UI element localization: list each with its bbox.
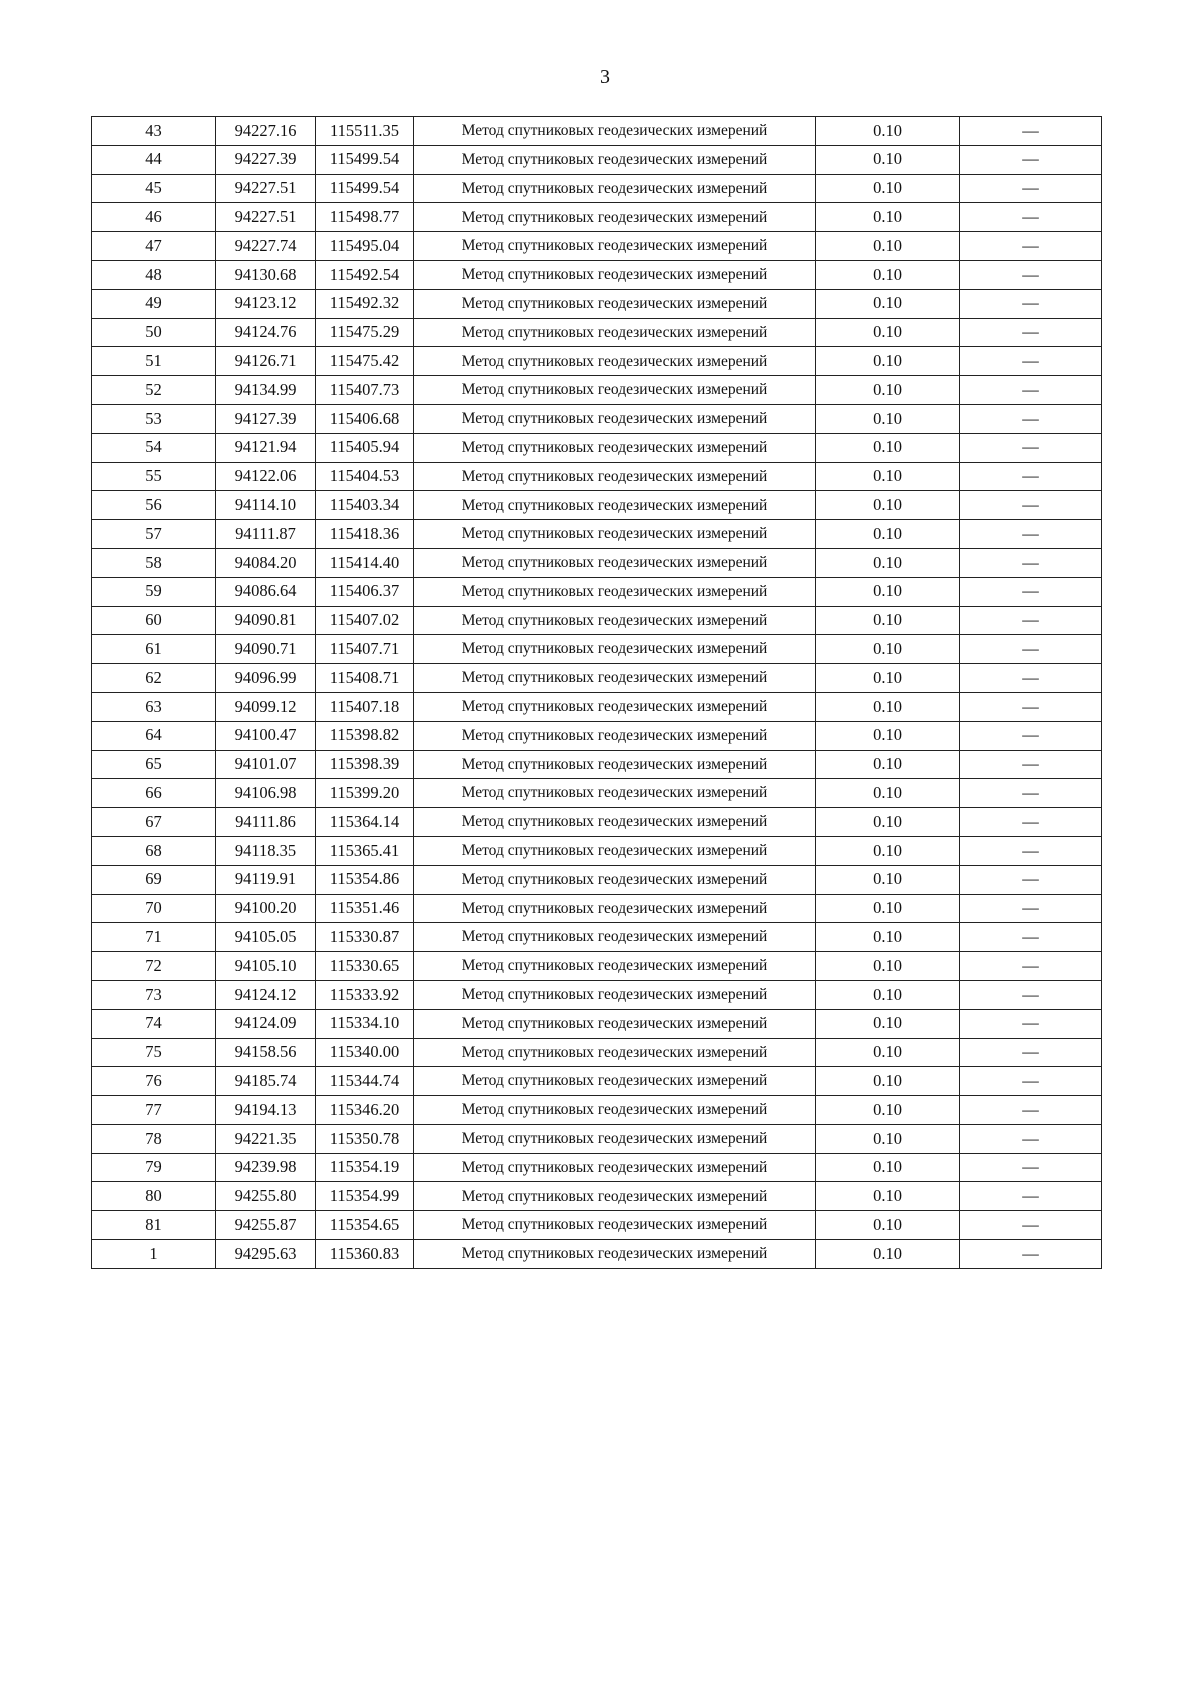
method-cell: Метод спутниковых геодезических измерений (414, 577, 816, 606)
method-cell: Метод спутниковых геодезических измерений (414, 750, 816, 779)
accuracy-cell: 0.10 (816, 808, 960, 837)
method-cell: Метод спутниковых геодезических измерений (414, 289, 816, 318)
note-cell: — (960, 548, 1102, 577)
accuracy-cell: 0.10 (816, 1182, 960, 1211)
point-number-cell: 56 (92, 491, 216, 520)
y-coordinate-cell: 115398.39 (316, 750, 414, 779)
accuracy-cell: 0.10 (816, 1096, 960, 1125)
y-coordinate-cell: 115406.37 (316, 577, 414, 606)
note-cell: — (960, 865, 1102, 894)
method-cell: Метод спутниковых геодезических измерений (414, 923, 816, 952)
point-number-cell: 74 (92, 1009, 216, 1038)
table-row (92, 1211, 1102, 1240)
method-cell: Метод спутниковых геодезических измерений (414, 174, 816, 203)
method-cell: Метод спутниковых геодезических измерений (414, 894, 816, 923)
accuracy-cell: 0.10 (816, 1211, 960, 1240)
point-number-cell: 64 (92, 721, 216, 750)
y-coordinate-cell: 115475.42 (316, 347, 414, 376)
x-coordinate-cell: 94239.98 (216, 1153, 316, 1182)
accuracy-cell: 0.10 (816, 404, 960, 433)
accuracy-cell: 0.10 (816, 865, 960, 894)
x-coordinate-cell: 94123.12 (216, 289, 316, 318)
y-coordinate-cell: 115340.00 (316, 1038, 414, 1067)
y-coordinate-cell: 115414.40 (316, 548, 414, 577)
y-coordinate-cell: 115475.29 (316, 318, 414, 347)
accuracy-cell: 0.10 (816, 1124, 960, 1153)
y-coordinate-cell: 115499.54 (316, 174, 414, 203)
method-cell: Метод спутниковых геодезических измерений (414, 1067, 816, 1096)
accuracy-cell: 0.10 (816, 1038, 960, 1067)
note-cell: — (960, 347, 1102, 376)
method-cell: Метод спутниковых геодезических измерений (414, 1182, 816, 1211)
y-coordinate-cell: 115498.77 (316, 203, 414, 232)
note-cell: — (960, 232, 1102, 261)
point-number-cell: 70 (92, 894, 216, 923)
accuracy-cell: 0.10 (816, 923, 960, 952)
table-row (92, 491, 1102, 520)
point-number-cell: 53 (92, 404, 216, 433)
note-cell: — (960, 289, 1102, 318)
point-number-cell: 1 (92, 1240, 216, 1269)
point-number-cell: 44 (92, 145, 216, 174)
note-cell: — (960, 117, 1102, 146)
x-coordinate-cell: 94227.39 (216, 145, 316, 174)
point-number-cell: 51 (92, 347, 216, 376)
accuracy-cell: 0.10 (816, 462, 960, 491)
method-cell: Метод спутниковых геодезических измерений (414, 260, 816, 289)
note-cell: — (960, 779, 1102, 808)
point-number-cell: 45 (92, 174, 216, 203)
table-row (92, 548, 1102, 577)
note-cell: — (960, 1240, 1102, 1269)
x-coordinate-cell: 94255.80 (216, 1182, 316, 1211)
y-coordinate-cell: 115330.65 (316, 952, 414, 981)
x-coordinate-cell: 94227.51 (216, 203, 316, 232)
point-number-cell: 61 (92, 635, 216, 664)
accuracy-cell: 0.10 (816, 318, 960, 347)
method-cell: Метод спутниковых геодезических измерений (414, 1153, 816, 1182)
method-cell: Метод спутниковых геодезических измерений (414, 404, 816, 433)
x-coordinate-cell: 94227.74 (216, 232, 316, 261)
note-cell: — (960, 404, 1102, 433)
x-coordinate-cell: 94106.98 (216, 779, 316, 808)
table-row (92, 664, 1102, 693)
table-row (92, 1124, 1102, 1153)
y-coordinate-cell: 115405.94 (316, 433, 414, 462)
point-number-cell: 49 (92, 289, 216, 318)
note-cell: — (960, 462, 1102, 491)
note-cell: — (960, 750, 1102, 779)
accuracy-cell: 0.10 (816, 260, 960, 289)
point-number-cell: 71 (92, 923, 216, 952)
table-row (92, 894, 1102, 923)
accuracy-cell: 0.10 (816, 117, 960, 146)
note-cell: — (960, 894, 1102, 923)
y-coordinate-cell: 115333.92 (316, 980, 414, 1009)
note-cell: — (960, 1038, 1102, 1067)
x-coordinate-cell: 94090.71 (216, 635, 316, 664)
x-coordinate-cell: 94084.20 (216, 548, 316, 577)
coordinates-table-body (92, 117, 1102, 1269)
point-number-cell: 72 (92, 952, 216, 981)
table-row (92, 692, 1102, 721)
point-number-cell: 59 (92, 577, 216, 606)
method-cell: Метод спутниковых геодезических измерений (414, 145, 816, 174)
note-cell: — (960, 1153, 1102, 1182)
accuracy-cell: 0.10 (816, 347, 960, 376)
x-coordinate-cell: 94221.35 (216, 1124, 316, 1153)
point-number-cell: 55 (92, 462, 216, 491)
table-row (92, 1038, 1102, 1067)
y-coordinate-cell: 115499.54 (316, 145, 414, 174)
accuracy-cell: 0.10 (816, 1240, 960, 1269)
accuracy-cell: 0.10 (816, 203, 960, 232)
point-number-cell: 50 (92, 318, 216, 347)
note-cell: — (960, 606, 1102, 635)
y-coordinate-cell: 115492.32 (316, 289, 414, 318)
note-cell: — (960, 692, 1102, 721)
point-number-cell: 80 (92, 1182, 216, 1211)
method-cell: Метод спутниковых геодезических измерений (414, 664, 816, 693)
point-number-cell: 69 (92, 865, 216, 894)
point-number-cell: 60 (92, 606, 216, 635)
y-coordinate-cell: 115354.19 (316, 1153, 414, 1182)
y-coordinate-cell: 115354.86 (316, 865, 414, 894)
accuracy-cell: 0.10 (816, 836, 960, 865)
method-cell: Метод спутниковых геодезических измерений (414, 1038, 816, 1067)
table-row (92, 232, 1102, 261)
y-coordinate-cell: 115364.14 (316, 808, 414, 837)
x-coordinate-cell: 94122.06 (216, 462, 316, 491)
note-cell: — (960, 376, 1102, 405)
method-cell: Метод спутниковых геодезических измерений (414, 1211, 816, 1240)
table-row (92, 174, 1102, 203)
method-cell: Метод спутниковых геодезических измерений (414, 980, 816, 1009)
point-number-cell: 73 (92, 980, 216, 1009)
accuracy-cell: 0.10 (816, 894, 960, 923)
y-coordinate-cell: 115404.53 (316, 462, 414, 491)
method-cell: Метод спутниковых геодезических измерений (414, 865, 816, 894)
note-cell: — (960, 836, 1102, 865)
x-coordinate-cell: 94185.74 (216, 1067, 316, 1096)
method-cell: Метод спутниковых геодезических измерений (414, 1124, 816, 1153)
x-coordinate-cell: 94227.16 (216, 117, 316, 146)
point-number-cell: 54 (92, 433, 216, 462)
table-row (92, 721, 1102, 750)
note-cell: — (960, 577, 1102, 606)
accuracy-cell: 0.10 (816, 779, 960, 808)
table-row (92, 923, 1102, 952)
y-coordinate-cell: 115346.20 (316, 1096, 414, 1125)
x-coordinate-cell: 94101.07 (216, 750, 316, 779)
note-cell: — (960, 1124, 1102, 1153)
y-coordinate-cell: 115492.54 (316, 260, 414, 289)
table-row (92, 203, 1102, 232)
accuracy-cell: 0.10 (816, 433, 960, 462)
y-coordinate-cell: 115408.71 (316, 664, 414, 693)
point-number-cell: 52 (92, 376, 216, 405)
table-row (92, 1067, 1102, 1096)
table-row (92, 1153, 1102, 1182)
table-row (92, 347, 1102, 376)
table-row (92, 577, 1102, 606)
table-row (92, 117, 1102, 146)
note-cell: — (960, 1096, 1102, 1125)
accuracy-cell: 0.10 (816, 635, 960, 664)
accuracy-cell: 0.10 (816, 376, 960, 405)
x-coordinate-cell: 94118.35 (216, 836, 316, 865)
note-cell: — (960, 635, 1102, 664)
x-coordinate-cell: 94100.47 (216, 721, 316, 750)
method-cell: Метод спутниковых геодезических измерений (414, 1096, 816, 1125)
accuracy-cell: 0.10 (816, 692, 960, 721)
method-cell: Метод спутниковых геодезических измерений (414, 203, 816, 232)
table-row (92, 145, 1102, 174)
y-coordinate-cell: 115351.46 (316, 894, 414, 923)
point-number-cell: 76 (92, 1067, 216, 1096)
x-coordinate-cell: 94130.68 (216, 260, 316, 289)
method-cell: Метод спутниковых геодезических измерений (414, 548, 816, 577)
point-number-cell: 81 (92, 1211, 216, 1240)
note-cell: — (960, 980, 1102, 1009)
method-cell: Метод спутниковых геодезических измерений (414, 232, 816, 261)
x-coordinate-cell: 94111.87 (216, 520, 316, 549)
y-coordinate-cell: 115344.74 (316, 1067, 414, 1096)
point-number-cell: 79 (92, 1153, 216, 1182)
point-number-cell: 67 (92, 808, 216, 837)
x-coordinate-cell: 94090.81 (216, 606, 316, 635)
table-row (92, 520, 1102, 549)
x-coordinate-cell: 94124.09 (216, 1009, 316, 1038)
y-coordinate-cell: 115407.71 (316, 635, 414, 664)
note-cell: — (960, 174, 1102, 203)
method-cell: Метод спутниковых геодезических измерений (414, 779, 816, 808)
x-coordinate-cell: 94124.12 (216, 980, 316, 1009)
x-coordinate-cell: 94111.86 (216, 808, 316, 837)
table-row (92, 318, 1102, 347)
accuracy-cell: 0.10 (816, 548, 960, 577)
point-number-cell: 63 (92, 692, 216, 721)
y-coordinate-cell: 115399.20 (316, 779, 414, 808)
x-coordinate-cell: 94194.13 (216, 1096, 316, 1125)
accuracy-cell: 0.10 (816, 174, 960, 203)
x-coordinate-cell: 94126.71 (216, 347, 316, 376)
method-cell: Метод спутниковых геодезических измерений (414, 952, 816, 981)
x-coordinate-cell: 94124.76 (216, 318, 316, 347)
table-row (92, 980, 1102, 1009)
method-cell: Метод спутниковых геодезических измерений (414, 692, 816, 721)
x-coordinate-cell: 94295.63 (216, 1240, 316, 1269)
table-row (92, 606, 1102, 635)
table-row (92, 462, 1102, 491)
y-coordinate-cell: 115407.18 (316, 692, 414, 721)
note-cell: — (960, 520, 1102, 549)
table-row (92, 808, 1102, 837)
note-cell: — (960, 721, 1102, 750)
point-number-cell: 48 (92, 260, 216, 289)
x-coordinate-cell: 94100.20 (216, 894, 316, 923)
table-row (92, 376, 1102, 405)
accuracy-cell: 0.10 (816, 520, 960, 549)
note-cell: — (960, 318, 1102, 347)
note-cell: — (960, 1211, 1102, 1240)
x-coordinate-cell: 94158.56 (216, 1038, 316, 1067)
method-cell: Метод спутниковых геодезических измерений (414, 117, 816, 146)
method-cell: Метод спутниковых геодезических измерений (414, 1009, 816, 1038)
x-coordinate-cell: 94121.94 (216, 433, 316, 462)
note-cell: — (960, 433, 1102, 462)
x-coordinate-cell: 94105.10 (216, 952, 316, 981)
table-row (92, 779, 1102, 808)
note-cell: — (960, 145, 1102, 174)
table-row (92, 260, 1102, 289)
x-coordinate-cell: 94105.05 (216, 923, 316, 952)
point-number-cell: 62 (92, 664, 216, 693)
method-cell: Метод спутниковых геодезических измерений (414, 520, 816, 549)
table-row (92, 1009, 1102, 1038)
point-number-cell: 46 (92, 203, 216, 232)
table-row (92, 289, 1102, 318)
point-number-cell: 75 (92, 1038, 216, 1067)
y-coordinate-cell: 115403.34 (316, 491, 414, 520)
y-coordinate-cell: 115354.65 (316, 1211, 414, 1240)
method-cell: Метод спутниковых геодезических измерений (414, 721, 816, 750)
x-coordinate-cell: 94086.64 (216, 577, 316, 606)
accuracy-cell: 0.10 (816, 577, 960, 606)
point-number-cell: 47 (92, 232, 216, 261)
x-coordinate-cell: 94255.87 (216, 1211, 316, 1240)
table-row (92, 1096, 1102, 1125)
y-coordinate-cell: 115406.68 (316, 404, 414, 433)
accuracy-cell: 0.10 (816, 491, 960, 520)
table-row (92, 1182, 1102, 1211)
x-coordinate-cell: 94114.10 (216, 491, 316, 520)
y-coordinate-cell: 115407.02 (316, 606, 414, 635)
accuracy-cell: 0.10 (816, 232, 960, 261)
x-coordinate-cell: 94127.39 (216, 404, 316, 433)
y-coordinate-cell: 115511.35 (316, 117, 414, 146)
y-coordinate-cell: 115354.99 (316, 1182, 414, 1211)
accuracy-cell: 0.10 (816, 289, 960, 318)
table-row (92, 865, 1102, 894)
x-coordinate-cell: 94119.91 (216, 865, 316, 894)
accuracy-cell: 0.10 (816, 721, 960, 750)
note-cell: — (960, 1009, 1102, 1038)
point-number-cell: 65 (92, 750, 216, 779)
table-row (92, 635, 1102, 664)
x-coordinate-cell: 94227.51 (216, 174, 316, 203)
table-row (92, 1240, 1102, 1269)
method-cell: Метод спутниковых геодезических измерений (414, 491, 816, 520)
y-coordinate-cell: 115398.82 (316, 721, 414, 750)
note-cell: — (960, 260, 1102, 289)
point-number-cell: 57 (92, 520, 216, 549)
note-cell: — (960, 923, 1102, 952)
accuracy-cell: 0.10 (816, 750, 960, 779)
method-cell: Метод спутниковых геодезических измерений (414, 1240, 816, 1269)
note-cell: — (960, 808, 1102, 837)
accuracy-cell: 0.10 (816, 952, 960, 981)
method-cell: Метод спутниковых геодезических измерений (414, 347, 816, 376)
table-row (92, 952, 1102, 981)
note-cell: — (960, 491, 1102, 520)
method-cell: Метод спутниковых геодезических измерений (414, 462, 816, 491)
y-coordinate-cell: 115495.04 (316, 232, 414, 261)
table-row (92, 404, 1102, 433)
method-cell: Метод спутниковых геодезических измерений (414, 318, 816, 347)
y-coordinate-cell: 115330.87 (316, 923, 414, 952)
accuracy-cell: 0.10 (816, 1067, 960, 1096)
method-cell: Метод спутниковых геодезических измерений (414, 433, 816, 462)
method-cell: Метод спутниковых геодезических измерений (414, 376, 816, 405)
accuracy-cell: 0.10 (816, 664, 960, 693)
x-coordinate-cell: 94096.99 (216, 664, 316, 693)
method-cell: Метод спутниковых геодезических измерений (414, 635, 816, 664)
accuracy-cell: 0.10 (816, 145, 960, 174)
page-number: 3 (600, 66, 610, 88)
note-cell: — (960, 664, 1102, 693)
table-row (92, 750, 1102, 779)
method-cell: Метод спутниковых геодезических измерений (414, 836, 816, 865)
y-coordinate-cell: 115334.10 (316, 1009, 414, 1038)
point-number-cell: 43 (92, 117, 216, 146)
coordinates-table (91, 116, 1102, 1269)
accuracy-cell: 0.10 (816, 606, 960, 635)
x-coordinate-cell: 94099.12 (216, 692, 316, 721)
accuracy-cell: 0.10 (816, 1153, 960, 1182)
table-row (92, 836, 1102, 865)
accuracy-cell: 0.10 (816, 1009, 960, 1038)
point-number-cell: 58 (92, 548, 216, 577)
x-coordinate-cell: 94134.99 (216, 376, 316, 405)
method-cell: Метод спутниковых геодезических измерений (414, 606, 816, 635)
y-coordinate-cell: 115360.83 (316, 1240, 414, 1269)
accuracy-cell: 0.10 (816, 980, 960, 1009)
point-number-cell: 77 (92, 1096, 216, 1125)
y-coordinate-cell: 115407.73 (316, 376, 414, 405)
y-coordinate-cell: 115418.36 (316, 520, 414, 549)
method-cell: Метод спутниковых геодезических измерений (414, 808, 816, 837)
y-coordinate-cell: 115365.41 (316, 836, 414, 865)
note-cell: — (960, 1067, 1102, 1096)
note-cell: — (960, 952, 1102, 981)
note-cell: — (960, 1182, 1102, 1211)
table-row (92, 433, 1102, 462)
point-number-cell: 68 (92, 836, 216, 865)
y-coordinate-cell: 115350.78 (316, 1124, 414, 1153)
point-number-cell: 78 (92, 1124, 216, 1153)
point-number-cell: 66 (92, 779, 216, 808)
note-cell: — (960, 203, 1102, 232)
